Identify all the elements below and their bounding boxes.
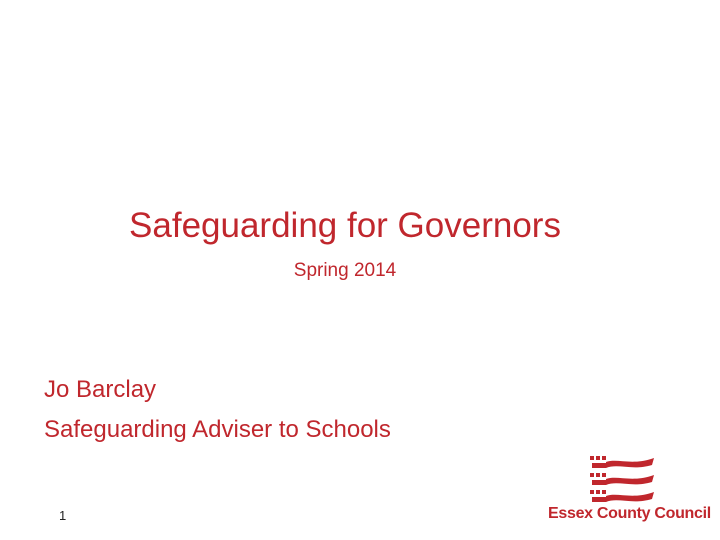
presenter-name: Jo Barclay <box>44 376 157 403</box>
page-number: 1 <box>59 508 67 523</box>
slide-title: Safeguarding for Governors <box>129 206 561 245</box>
essex-county-council-logo <box>548 452 711 530</box>
presenter-role: Safeguarding Adviser to Schools <box>44 416 391 443</box>
presenter-block <box>44 370 391 450</box>
logo-text: Essex County Council <box>548 505 711 522</box>
essex-seaxes-icon <box>588 452 656 506</box>
slide-subtitle: Spring 2014 <box>293 260 397 281</box>
